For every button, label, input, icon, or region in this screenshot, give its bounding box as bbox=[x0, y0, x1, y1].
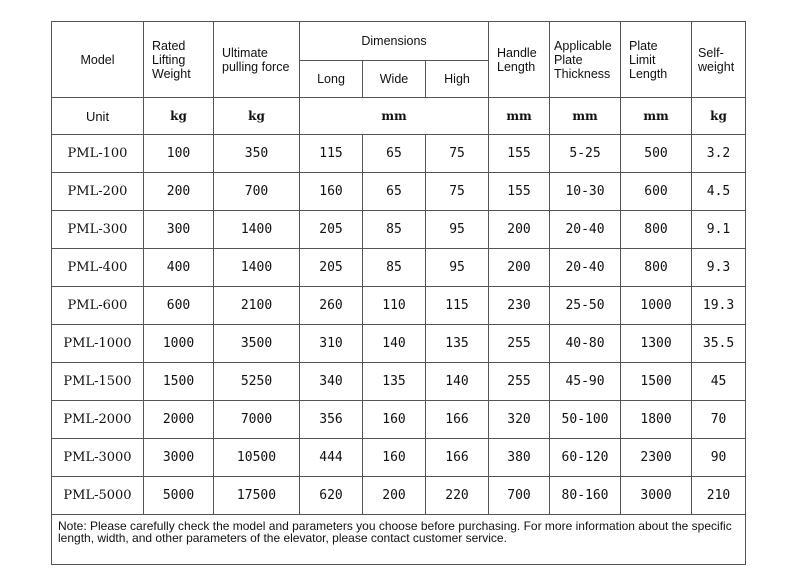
wide-cell: 65 bbox=[363, 135, 426, 173]
handle-length-cell: 230 bbox=[489, 287, 550, 325]
plate-limit-length-cell: 1500 bbox=[621, 363, 692, 401]
ultimate-pulling-force-cell: 3500 bbox=[214, 325, 300, 363]
wide-cell: 140 bbox=[363, 325, 426, 363]
table-row bbox=[52, 477, 746, 515]
ultimate-pulling-force-cell: 1400 bbox=[214, 249, 300, 287]
handle-length-cell: 200 bbox=[489, 249, 550, 287]
col-header-long: Long bbox=[300, 61, 363, 98]
high-cell: 140 bbox=[426, 363, 489, 401]
table-row bbox=[52, 249, 746, 287]
self-weight-cell: 19.3 bbox=[692, 287, 746, 325]
handle-length-cell: 255 bbox=[489, 325, 550, 363]
wide-cell: 135 bbox=[363, 363, 426, 401]
table-row bbox=[52, 135, 746, 173]
ultimate-pulling-force-cell: 1400 bbox=[214, 211, 300, 249]
col-header-applicable-plate-thickness: Applicable Plate Thickness bbox=[550, 22, 621, 98]
unit-dimensions: mm bbox=[300, 98, 489, 135]
rated-lifting-weight-cell: 600 bbox=[144, 287, 214, 325]
self-weight-cell: 9.1 bbox=[692, 211, 746, 249]
long-cell: 340 bbox=[300, 363, 363, 401]
self-weight-cell: 4.5 bbox=[692, 173, 746, 211]
plate-thickness-cell: 10-30 bbox=[550, 173, 621, 211]
self-weight-cell: 9.3 bbox=[692, 249, 746, 287]
long-cell: 115 bbox=[300, 135, 363, 173]
long-cell: 160 bbox=[300, 173, 363, 211]
rated-lifting-weight-cell: 1000 bbox=[144, 325, 214, 363]
plate-thickness-cell: 40-80 bbox=[550, 325, 621, 363]
col-header-handle-length: Handle Length bbox=[489, 22, 550, 98]
long-cell: 260 bbox=[300, 287, 363, 325]
table-row bbox=[52, 363, 746, 401]
high-cell: 135 bbox=[426, 325, 489, 363]
high-cell: 95 bbox=[426, 211, 489, 249]
self-weight-cell: 35.5 bbox=[692, 325, 746, 363]
table-row bbox=[52, 401, 746, 439]
rated-lifting-weight-cell: 2000 bbox=[144, 401, 214, 439]
wide-cell: 110 bbox=[363, 287, 426, 325]
model-cell: PML-200 bbox=[52, 173, 144, 211]
model-cell: PML-600 bbox=[52, 287, 144, 325]
plate-limit-length-cell: 800 bbox=[621, 211, 692, 249]
ultimate-pulling-force-cell: 17500 bbox=[214, 477, 300, 515]
model-cell: PML-400 bbox=[52, 249, 144, 287]
unit-label: Unit bbox=[52, 98, 144, 135]
high-cell: 166 bbox=[426, 439, 489, 477]
unit-rated-lifting-weight: kg bbox=[144, 98, 214, 135]
rated-lifting-weight-cell: 400 bbox=[144, 249, 214, 287]
plate-limit-length-cell: 1800 bbox=[621, 401, 692, 439]
col-header-high: High bbox=[426, 61, 489, 98]
plate-thickness-cell: 5-25 bbox=[550, 135, 621, 173]
handle-length-cell: 255 bbox=[489, 363, 550, 401]
plate-limit-length-cell: 2300 bbox=[621, 439, 692, 477]
handle-length-cell: 155 bbox=[489, 135, 550, 173]
plate-limit-length-cell: 1000 bbox=[621, 287, 692, 325]
unit-ultimate-pulling-force: kg bbox=[214, 98, 300, 135]
table-row bbox=[52, 287, 746, 325]
table-row bbox=[52, 325, 746, 363]
wide-cell: 160 bbox=[363, 439, 426, 477]
long-cell: 310 bbox=[300, 325, 363, 363]
wide-cell: 65 bbox=[363, 173, 426, 211]
spec-table bbox=[51, 21, 746, 565]
rated-lifting-weight-cell: 200 bbox=[144, 173, 214, 211]
long-cell: 444 bbox=[300, 439, 363, 477]
handle-length-cell: 700 bbox=[489, 477, 550, 515]
high-cell: 95 bbox=[426, 249, 489, 287]
plate-thickness-cell: 25-50 bbox=[550, 287, 621, 325]
ultimate-pulling-force-cell: 5250 bbox=[214, 363, 300, 401]
model-cell: PML-1000 bbox=[52, 325, 144, 363]
high-cell: 75 bbox=[426, 173, 489, 211]
rated-lifting-weight-cell: 100 bbox=[144, 135, 214, 173]
handle-length-cell: 380 bbox=[489, 439, 550, 477]
header-row-1 bbox=[52, 22, 746, 61]
ultimate-pulling-force-cell: 10500 bbox=[214, 439, 300, 477]
model-cell: PML-2000 bbox=[52, 401, 144, 439]
plate-thickness-cell: 80-160 bbox=[550, 477, 621, 515]
ultimate-pulling-force-cell: 350 bbox=[214, 135, 300, 173]
col-header-wide: Wide bbox=[363, 61, 426, 98]
col-header-ultimate-pulling-force: Ultimate pulling force bbox=[214, 22, 300, 98]
rated-lifting-weight-cell: 300 bbox=[144, 211, 214, 249]
high-cell: 166 bbox=[426, 401, 489, 439]
table-row bbox=[52, 173, 746, 211]
self-weight-cell: 210 bbox=[692, 477, 746, 515]
model-cell: PML-1500 bbox=[52, 363, 144, 401]
plate-limit-length-cell: 3000 bbox=[621, 477, 692, 515]
wide-cell: 200 bbox=[363, 477, 426, 515]
handle-length-cell: 155 bbox=[489, 173, 550, 211]
self-weight-cell: 45 bbox=[692, 363, 746, 401]
model-cell: PML-5000 bbox=[52, 477, 144, 515]
col-header-self-weight: Self- weight bbox=[692, 22, 746, 98]
spec-table-container bbox=[51, 21, 745, 565]
long-cell: 620 bbox=[300, 477, 363, 515]
plate-limit-length-cell: 1300 bbox=[621, 325, 692, 363]
purchase-note: Note: Please carefully check the model and parameters you choose before purchasing. For more information about the specific length, width, and other parameters of the elevator, please contact customer service. bbox=[52, 515, 746, 565]
rated-lifting-weight-cell: 3000 bbox=[144, 439, 214, 477]
model-cell: PML-100 bbox=[52, 135, 144, 173]
ultimate-pulling-force-cell: 2100 bbox=[214, 287, 300, 325]
plate-thickness-cell: 50-100 bbox=[550, 401, 621, 439]
plate-limit-length-cell: 500 bbox=[621, 135, 692, 173]
col-header-model: Model bbox=[52, 22, 144, 98]
unit-applicable-plate-thickness: mm bbox=[550, 98, 621, 135]
self-weight-cell: 70 bbox=[692, 401, 746, 439]
high-cell: 75 bbox=[426, 135, 489, 173]
unit-handle-length: mm bbox=[489, 98, 550, 135]
ultimate-pulling-force-cell: 7000 bbox=[214, 401, 300, 439]
plate-thickness-cell: 60-120 bbox=[550, 439, 621, 477]
model-cell: PML-300 bbox=[52, 211, 144, 249]
model-cell: PML-3000 bbox=[52, 439, 144, 477]
plate-limit-length-cell: 600 bbox=[621, 173, 692, 211]
high-cell: 115 bbox=[426, 287, 489, 325]
wide-cell: 85 bbox=[363, 211, 426, 249]
col-header-plate-limit-length: Plate Limit Length bbox=[621, 22, 692, 98]
table-row bbox=[52, 439, 746, 477]
high-cell: 220 bbox=[426, 477, 489, 515]
self-weight-cell: 90 bbox=[692, 439, 746, 477]
long-cell: 356 bbox=[300, 401, 363, 439]
unit-plate-limit-length: mm bbox=[621, 98, 692, 135]
wide-cell: 85 bbox=[363, 249, 426, 287]
handle-length-cell: 320 bbox=[489, 401, 550, 439]
unit-row bbox=[52, 98, 746, 135]
plate-limit-length-cell: 800 bbox=[621, 249, 692, 287]
plate-thickness-cell: 45-90 bbox=[550, 363, 621, 401]
long-cell: 205 bbox=[300, 249, 363, 287]
rated-lifting-weight-cell: 1500 bbox=[144, 363, 214, 401]
plate-thickness-cell: 20-40 bbox=[550, 211, 621, 249]
table-row bbox=[52, 211, 746, 249]
unit-self-weight: kg bbox=[692, 98, 746, 135]
col-header-dimensions: Dimensions bbox=[300, 22, 489, 61]
col-header-rated-lifting-weight: Rated Lifting Weight bbox=[144, 22, 214, 98]
long-cell: 205 bbox=[300, 211, 363, 249]
rated-lifting-weight-cell: 5000 bbox=[144, 477, 214, 515]
data-rows bbox=[52, 135, 746, 515]
ultimate-pulling-force-cell: 700 bbox=[214, 173, 300, 211]
handle-length-cell: 200 bbox=[489, 211, 550, 249]
note-row bbox=[52, 515, 746, 565]
plate-thickness-cell: 20-40 bbox=[550, 249, 621, 287]
wide-cell: 160 bbox=[363, 401, 426, 439]
self-weight-cell: 3.2 bbox=[692, 135, 746, 173]
